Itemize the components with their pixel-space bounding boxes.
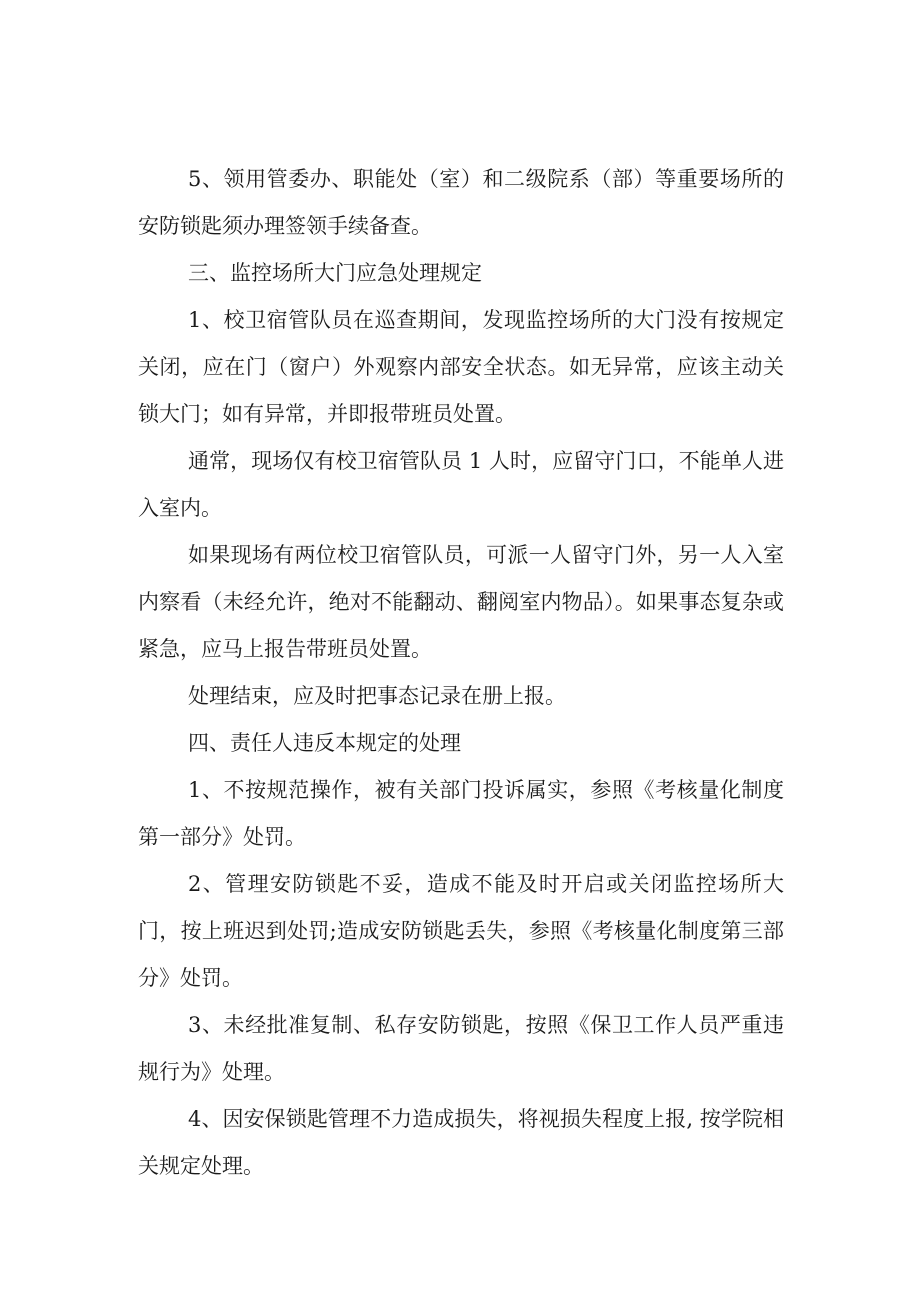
- paragraph-penalty-1: 1、不按规范操作，被有关部门投诉属实，参照《考核量化制度第一部分》处罚。: [138, 778, 784, 849]
- paragraph-key-signout: 5、领用管委办、职能处（室）和二级院系（部）等重要场所的安防锁匙须办理签领手续备查。: [138, 167, 784, 238]
- paragraph-penalty-3: 3、未经批准复制、私存安防锁匙，按照《保卫工作人员严重违规行为》处理。: [138, 1013, 784, 1084]
- paragraph-two-guards: 如果现场有两位校卫宿管队员，可派一人留守门外，另一人入室内察看（未经允许，绝对不能翻动、翻阅室内物品）。如果事态复杂或紧急，应马上报告带班员处置。: [138, 543, 784, 661]
- paragraph-record-report: 处理结束，应及时把事态记录在册上报。: [188, 684, 566, 708]
- section-heading-3: 三、监控场所大门应急处理规定: [188, 261, 482, 285]
- paragraph-penalty-4: 4、因安保锁匙管理不力造成损失，将视损失程度上报, 按学院相关规定处理。: [138, 1107, 784, 1178]
- paragraph-single-guard: 通常，现场仅有校卫宿管队员 1 人时，应留守门口，不能单人进入室内。: [138, 449, 784, 520]
- paragraph-patrol-door: 1、校卫宿管队员在巡查期间，发现监控场所的大门没有按规定关闭，应在门（窗户）外观察内部安全状态。如无异常，应该主动关锁大门；如有异常，并即报带班员处置。: [138, 308, 784, 426]
- section-heading-4: 四、责任人违反本规定的处理: [188, 731, 461, 755]
- document-body: [138, 156, 784, 1190]
- paragraph-penalty-2: 2、管理安防锁匙不妥，造成不能及时开启或关闭监控场所大门，按上班迟到处罚;造成安防锁匙丢失，参照《考核量化制度第三部分》处罚。: [138, 872, 784, 990]
